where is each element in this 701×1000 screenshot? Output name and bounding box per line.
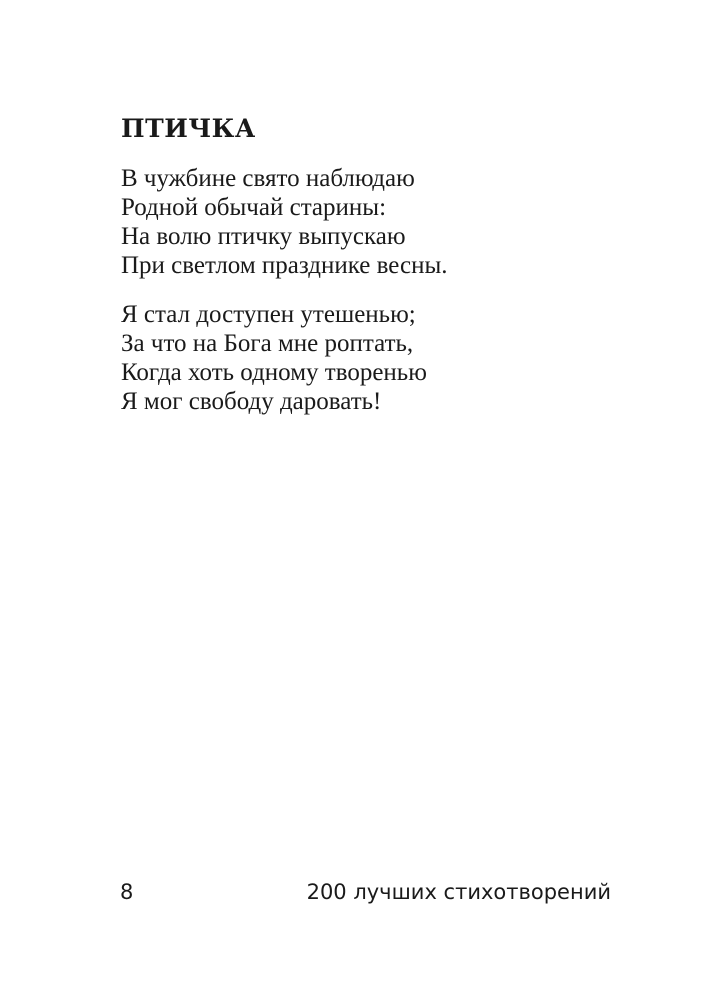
poem-line: Когда хоть одному творенью [121,359,427,386]
poem-line: В чужбине свято наблюдаю [121,165,415,192]
poem-line: Родной обычай старины: [121,194,387,221]
poem-line: На волю птичку выпускаю [121,223,406,250]
poem-line: При светлом празднике весны. [121,252,448,279]
poem-line: Я мог свободу даровать! [121,388,382,415]
poem-stanza-1 [121,164,448,280]
poem-title: ПТИЧКА [121,114,256,143]
poem-stanza-2 [121,300,427,416]
page-number: 8 [120,880,134,904]
running-title: 200 лучших стихотворений [306,880,611,904]
poem-line: За что на Бога мне роптать, [121,330,414,357]
poem-line: Я стал доступен утешенью; [121,301,416,328]
